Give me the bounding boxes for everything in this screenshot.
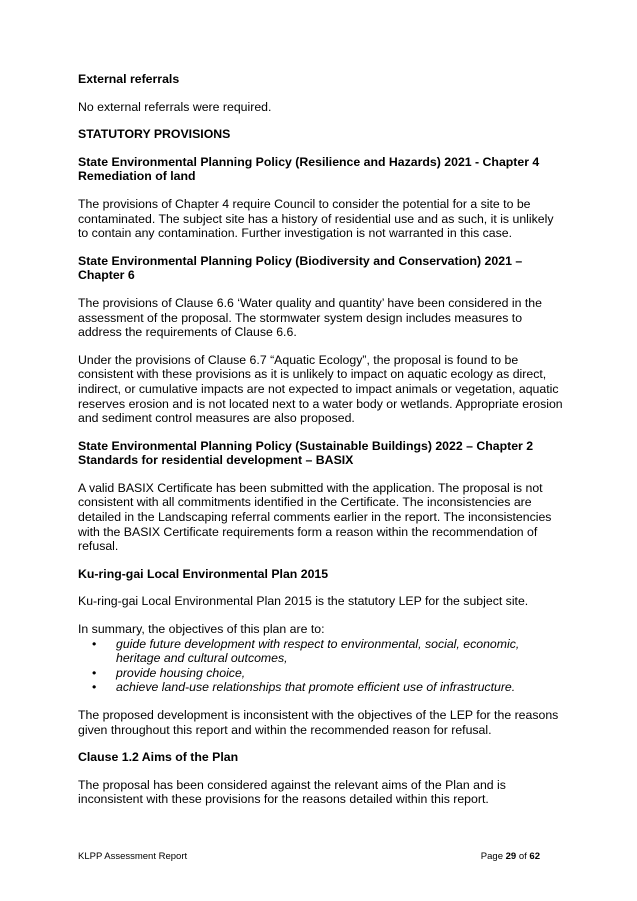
list-item: [78, 680, 563, 695]
document-page: [78, 72, 563, 807]
footer-report-title: KLPP Assessment Report: [78, 851, 188, 862]
paragraph-sepp-buildings: A valid BASIX Certificate has been submitted with the application. The proposal is not consistent with all commitments identified in the Certificate. The inconsistencies are detailed in the Landscaping referral comments earlier in the report. The inconsistencies with the BASIX Certificate requirements form a reason within the recommendation of refusal.: [78, 480, 552, 554]
page-total: 62: [529, 851, 540, 862]
list-item: [78, 637, 563, 666]
list-item-text: guide future development with respect to environmental, social, economic, heritage and cultural outcomes,: [116, 636, 520, 666]
page-current: 29: [505, 851, 517, 862]
page-number: [481, 851, 540, 862]
paragraph-external-referrals: No external referrals were required.: [78, 99, 272, 114]
paragraph-lep-2: In summary, the objectives of this plan are to:: [78, 622, 325, 637]
heading-statutory-provisions: STATUTORY PROVISIONS: [78, 127, 231, 142]
bullet-icon: •: [92, 680, 97, 695]
paragraph-lep-3: The proposed development is inconsistent with the objectives of the LEP for the reasons given throughout this report and within the recommended reason for refusal.: [78, 708, 559, 737]
heading-sepp-buildings: State Environmental Planning Policy (Sustainable Buildings) 2022 – Chapter 2 Standards for residential development – BASIX: [78, 438, 534, 468]
paragraph-clause-1-2: The proposal has been considered against the relevant aims of the Plan and is inconsistent with these provisions for the reasons detailed within this report.: [78, 777, 506, 807]
page-footer: [78, 851, 540, 862]
bullet-icon: •: [92, 636, 97, 651]
lep-objectives-list: [78, 637, 563, 695]
heading-lep: Ku-ring-gai Local Environmental Plan 2015: [78, 566, 329, 581]
list-item: [78, 666, 563, 681]
heading-sepp-resilience: State Environmental Planning Policy (Resilience and Hazards) 2021 - Chapter 4 Remediation of land: [78, 154, 540, 184]
heading-sepp-biodiversity: State Environmental Planning Policy (Biodiversity and Conservation) 2021 – Chapter 6: [78, 253, 523, 283]
paragraph-sepp-biodiversity-2: Under the provisions of Clause 6.7 “Aquatic Ecology”, the proposal is found to be consistent with these provisions as it is unlikely to impact on aquatic ecology as direct, indirect, or cumulative impacts are not expected to impact animals or vegetation, aquatic reserves erosion and is not located next to a water body or wetlands. Appropriate erosion and sediment control measures are also proposed.: [78, 352, 563, 426]
page-of-label: of: [518, 851, 527, 862]
heading-external-referrals: External referrals: [78, 72, 180, 86]
page-label: Page: [480, 851, 503, 862]
bullet-icon: •: [92, 665, 97, 680]
paragraph-sepp-resilience: The provisions of Chapter 4 require Council to consider the potential for a site to be contaminated. The subject site has a history of residential use and as such, it is unlikely to contain any contamination. Further investigation is not warranted in this case.: [78, 196, 554, 241]
paragraph-lep-1: Ku-ring-gai Local Environmental Plan 2015 is the statutory LEP for the subject site.: [78, 594, 529, 609]
list-item-text: achieve land-use relationships that promote efficient use of infrastructure.: [116, 680, 516, 695]
heading-clause-1-2: Clause 1.2 Aims of the Plan: [78, 750, 239, 765]
list-item-text: provide housing choice,: [116, 665, 246, 680]
paragraph-sepp-biodiversity-1: The provisions of Clause 6.6 ‘Water quality and quantity’ have been considered in the assessment of the proposal. The stormwater system design includes measures to address the requirements of Clause 6.6.: [78, 295, 542, 340]
